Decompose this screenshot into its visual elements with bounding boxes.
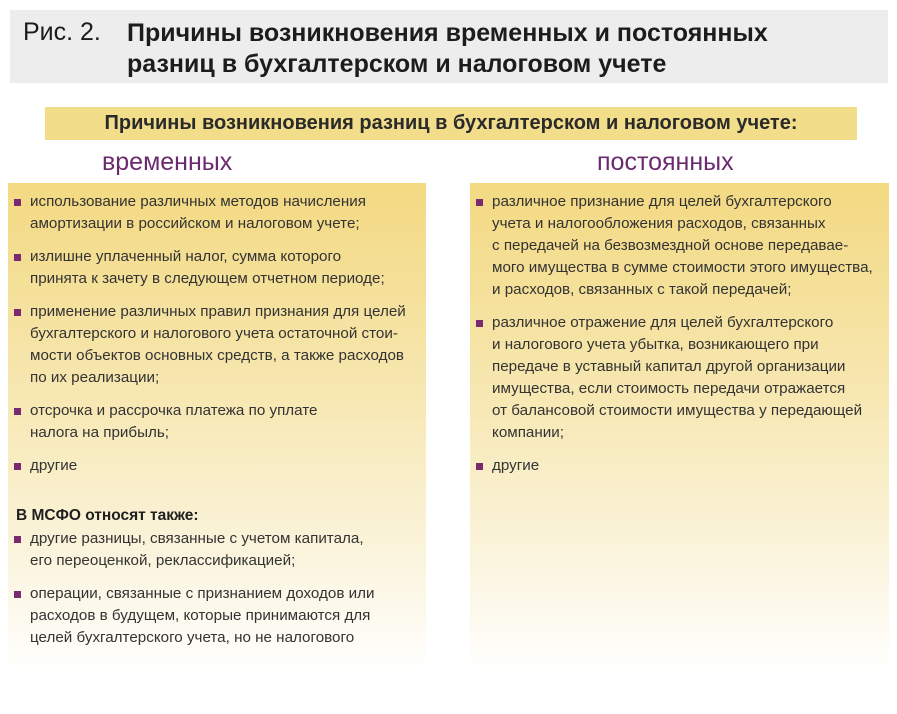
list-item <box>470 312 882 444</box>
item-line: отсрочка и рассрочка платежа по уплате <box>30 402 318 419</box>
square-bullet-icon <box>476 320 483 327</box>
item-line: имущества, если стоимость передачи отражается <box>492 380 846 397</box>
item-line: другие разницы, связанные с учетом капитала, <box>30 530 364 547</box>
causes-banner: Причины возникновения разниц в бухгалтерском и налоговом учете: <box>45 107 857 140</box>
item-line: компании; <box>492 424 564 441</box>
list-item <box>8 583 418 649</box>
figure-label: Рис. 2. <box>23 18 101 46</box>
item-line: мости объектов основных средств, а также расходов <box>30 347 404 364</box>
item-line: различное отражение для целей бухгалтерского <box>492 314 834 331</box>
list-item <box>8 400 418 444</box>
item-line: и расходов, связанных с такой передачей; <box>492 281 792 298</box>
square-bullet-icon <box>476 199 483 206</box>
item-line: налога на прибыль; <box>30 424 170 441</box>
item-line: от балансовой стоимости имущества у передающей <box>492 402 863 419</box>
square-bullet-icon <box>14 309 21 316</box>
temporary-causes-list <box>8 191 418 488</box>
item-line: другие <box>30 457 78 474</box>
item-line: целей бухгалтерского учета, но не налогового <box>30 629 355 646</box>
item-line: его переоценкой, реклассификацией; <box>30 552 296 569</box>
ifrs-heading: В МСФО относят также: <box>16 507 199 524</box>
item-line: принята к зачету в следующем отчетном периоде; <box>30 270 385 287</box>
list-item <box>8 191 418 235</box>
item-line: амортизации в российском и налоговом учете; <box>30 215 360 232</box>
square-bullet-icon <box>476 463 483 470</box>
item-line: различное признание для целей бухгалтерского <box>492 193 832 210</box>
list-item <box>8 528 418 572</box>
square-bullet-icon <box>14 463 21 470</box>
item-line: применение различных правил признания для целей <box>30 303 406 320</box>
list-item <box>470 191 882 301</box>
list-item <box>470 455 882 477</box>
ifrs-causes-list <box>8 528 418 660</box>
figure-title-line-1: Причины возникновения временных и постоянных <box>127 19 768 47</box>
item-line: передаче в уставный капитал другой организации <box>492 358 846 375</box>
square-bullet-icon <box>14 199 21 206</box>
item-line: излишне уплаченный налог, сумма которого <box>30 248 342 265</box>
permanent-causes-list <box>470 191 882 488</box>
item-line: операции, связанные с признанием доходов или <box>30 585 375 602</box>
item-line: и налогового учета убытка, возникающего при <box>492 336 819 353</box>
list-item <box>8 301 418 389</box>
item-line: с передачей на безвозмездной основе передавае- <box>492 237 849 254</box>
item-line: по их реализации; <box>30 369 160 386</box>
figure-title-line-2: разниц в бухгалтерском и налоговом учете <box>127 50 667 78</box>
permanent-column-title: постоянных <box>597 148 734 176</box>
square-bullet-icon <box>14 591 21 598</box>
temporary-differences-panel <box>8 183 426 676</box>
figure-title <box>127 18 768 80</box>
list-item <box>8 455 418 477</box>
item-line: мого имущества в сумме стоимости этого имущества, <box>492 259 873 276</box>
square-bullet-icon <box>14 408 21 415</box>
item-line: расходов в будущем, которые принимаются для <box>30 607 371 624</box>
item-line: бухгалтерского и налогового учета остаточной стои- <box>30 325 398 342</box>
square-bullet-icon <box>14 536 21 543</box>
temporary-column-title: временных <box>102 148 233 176</box>
item-line: другие <box>492 457 540 474</box>
list-item <box>8 246 418 290</box>
item-line: учета и налогообложения расходов, связанных <box>492 215 826 232</box>
square-bullet-icon <box>14 254 21 261</box>
item-line: использование различных методов начисления <box>30 193 366 210</box>
figure-header <box>10 10 888 83</box>
permanent-differences-panel <box>470 183 889 676</box>
